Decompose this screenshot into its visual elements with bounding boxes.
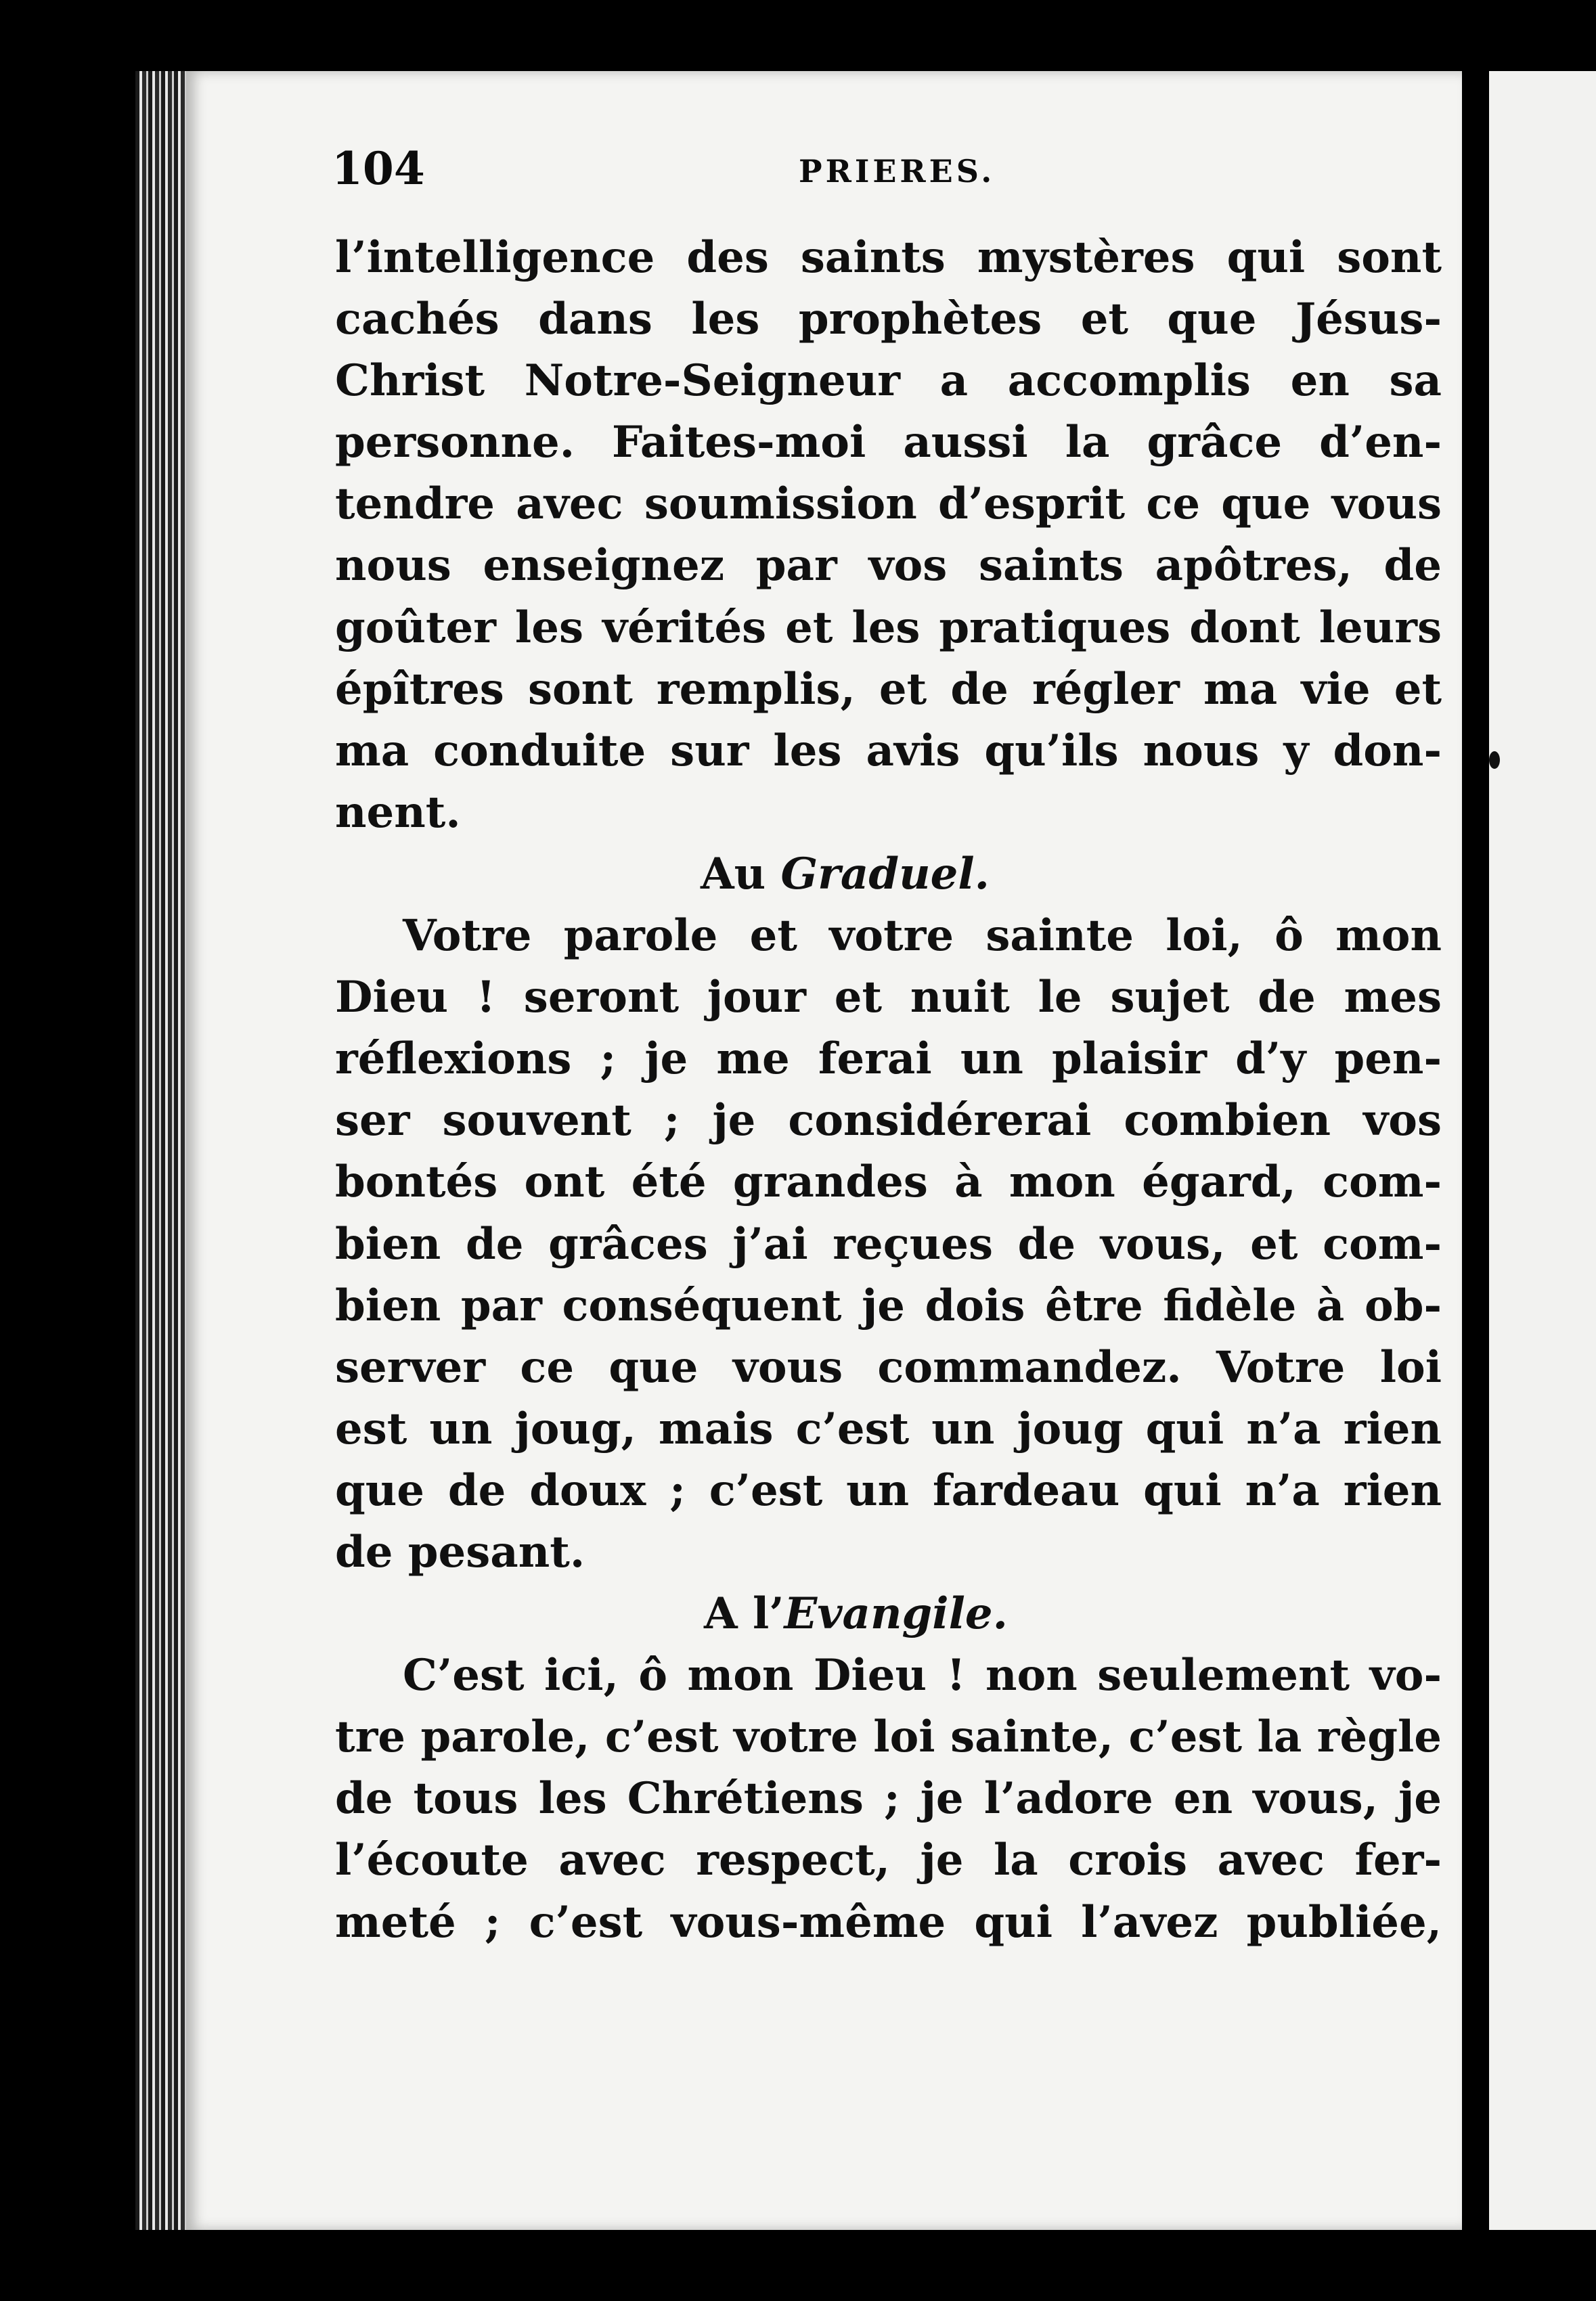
section-heading-gradual: [335, 843, 1442, 905]
heading-italic: Graduel.: [780, 848, 990, 899]
page-header: [332, 135, 1442, 217]
text-line: de pesant.: [335, 1526, 585, 1578]
text-line: tre parole, c’est votre loi sainte, c’est la règle: [335, 1712, 1442, 1763]
text-line: goûter les vérités et les pratiques dont leurs: [335, 602, 1442, 653]
heading-prefix: Au: [701, 848, 766, 899]
text-line: Dieu ! seront jour et nuit le sujet de mes: [335, 972, 1442, 1023]
text-line: épîtres sont remplis, et de régler ma vie et: [335, 663, 1442, 715]
text-line: réflexions ; je me ferai un plaisir d’y pen-: [335, 1033, 1442, 1085]
ink-spot: [1489, 751, 1500, 769]
text-line: bien de grâces j’ai reçues de vous, et com-: [335, 1218, 1442, 1270]
running-title: PRIERES.: [799, 153, 996, 189]
page-body: [335, 227, 1442, 1953]
text-line: cachés dans les prophètes et que Jésus-: [335, 294, 1442, 345]
text-line: C’est ici, ô mon Dieu ! non seulement vo-: [403, 1650, 1442, 1701]
section-heading-gospel: [335, 1583, 1442, 1645]
text-line: server ce que vous commandez. Votre loi: [335, 1341, 1442, 1393]
text-line: l’intelligence des saints mystères qui sont: [335, 232, 1442, 283]
text-line: nent.: [335, 786, 461, 838]
text-line: personne. Faites-moi aussi la grâce d’en-: [335, 417, 1442, 468]
text-line: meté ; c’est vous-même qui l’avez publiée,: [335, 1896, 1442, 1948]
text-line: est un joug, mais c’est un joug qui n’a rien: [335, 1403, 1442, 1454]
facing-page-edge: [1489, 71, 1596, 2230]
text-line: tendre avec soumission d’esprit ce que vous: [335, 478, 1442, 530]
text-line: ser souvent ; je considérerai combien vos: [335, 1095, 1442, 1146]
text-line: que de doux ; c’est un fardeau qui n’a rien: [335, 1465, 1442, 1516]
heading-prefix: A l’: [704, 1588, 784, 1640]
text-line: bien par conséquent je dois être fidèle à ob-: [335, 1280, 1442, 1331]
book-binding-edge: [135, 71, 190, 2230]
text-line: l’écoute avec respect, je la crois avec fer-: [335, 1835, 1442, 1886]
text-line: Christ Notre-Seigneur a accomplis en sa: [335, 355, 1442, 407]
heading-italic: Evangile.: [784, 1588, 1008, 1640]
text-line: ma conduite sur les avis qu’ils nous y don-: [335, 725, 1442, 776]
text-line: de tous les Chrétiens ; je l’adore en vous, je: [335, 1773, 1442, 1825]
page-number: 104: [332, 142, 425, 195]
text-line: bontés ont été grandes à mon égard, com-: [335, 1157, 1442, 1208]
text-line: Votre parole et votre sainte loi, ô mon: [403, 910, 1442, 962]
text-line: nous enseignez par vos saints apôtres, de: [335, 540, 1442, 591]
